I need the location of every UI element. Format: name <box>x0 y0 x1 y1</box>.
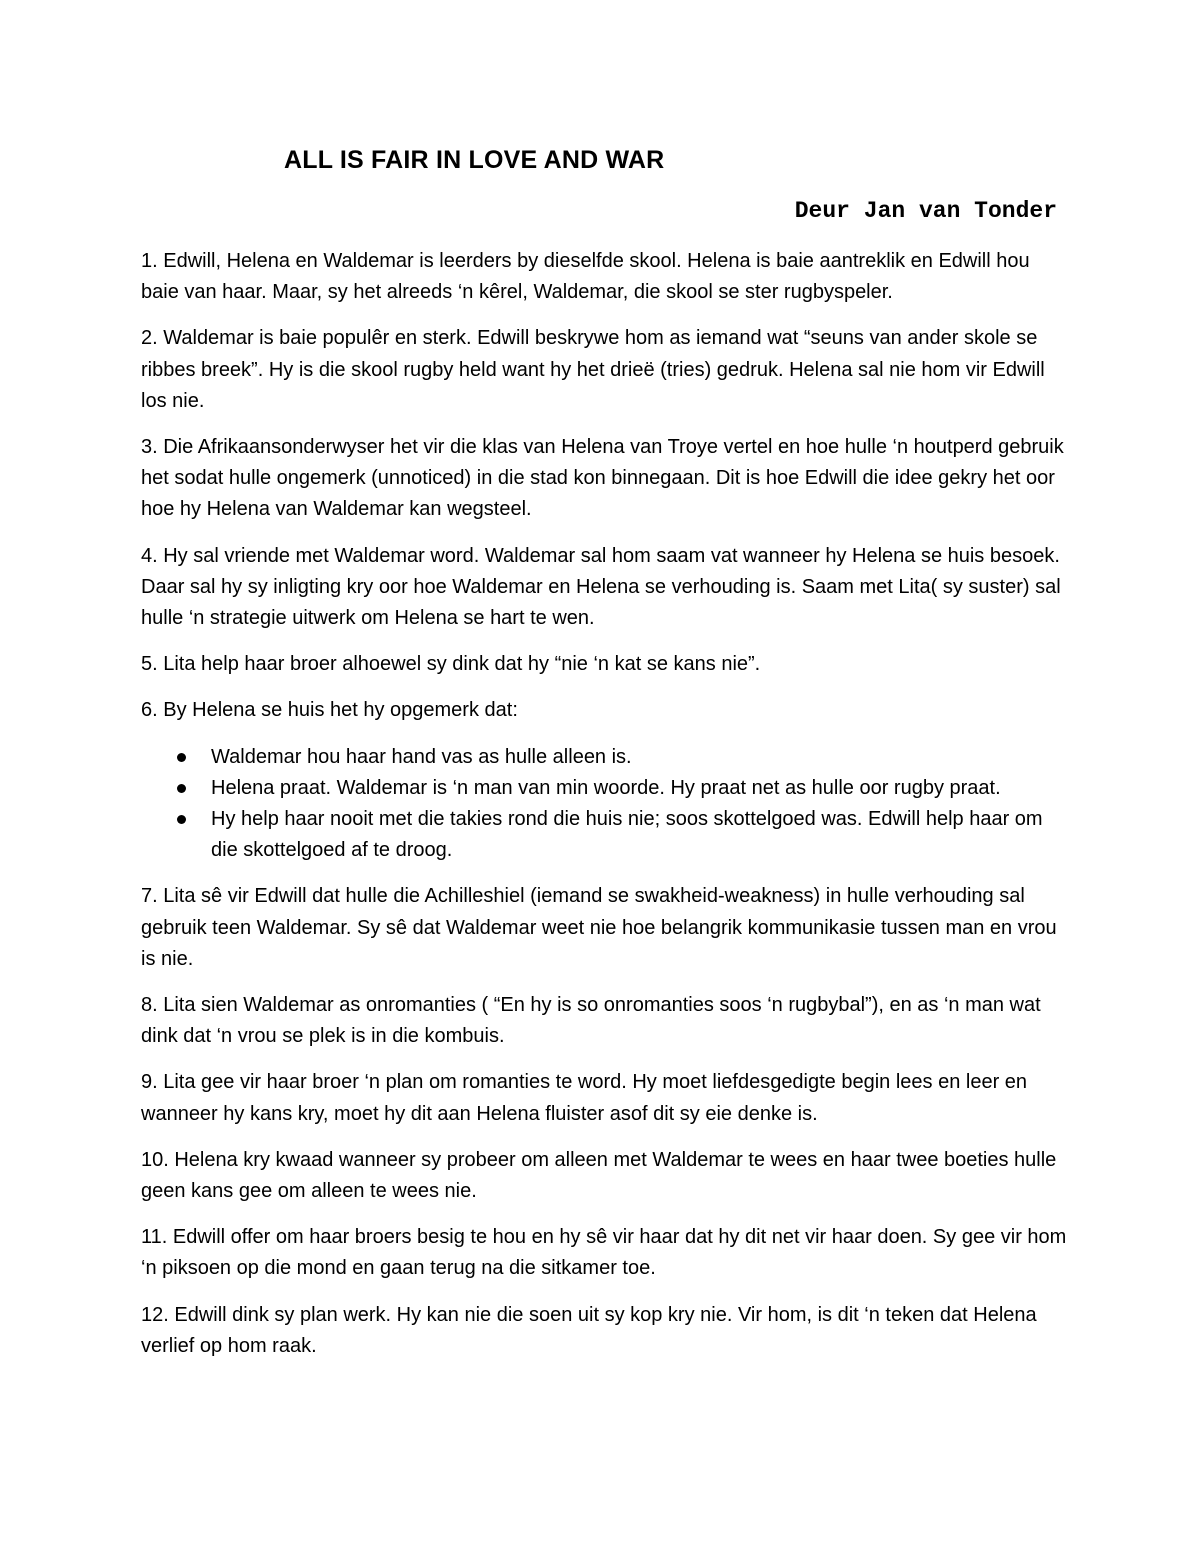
paragraph: 5. Lita help haar broer alhoewel sy dink dat hy “nie ‘n kat se kans nie”. <box>141 653 761 676</box>
paragraph: 9. Lita gee vir haar broer ‘n plan om romanties te word. Hy moet liefdesgedigte begin lees en leer en wanneer hy kans kry, moet hy dit aan Helena fluister asof dit sy eie denke is. <box>141 1071 1028 1125</box>
bullet-item <box>211 742 1071 773</box>
document-title: ALL IS FAIR IN LOVE AND WAR <box>284 146 665 174</box>
paragraph: 1. Edwill, Helena en Waldemar is leerders by dieselfde skool. Helena is baie aantreklik en Edwill hou baie van haar. Maar, sy het alreeds ‘n kêrel, Waldemar, die skool se ster rugbyspeler. <box>141 250 1030 304</box>
paragraph: 10. Helena kry kwaad wanneer sy probeer om alleen met Waldemar te wees en haar twee boeties hulle geen kans gee om alleen te wees nie. <box>141 1148 1057 1203</box>
bullet-dot-icon <box>177 815 186 824</box>
bullet-text: Hy help haar nooit met die takies rond die huis nie; soos skottelgoed was. Edwill help haar om die skottelgoed af te droog. <box>211 808 1043 862</box>
paragraph: 4. Hy sal vriende met Waldemar word. Waldemar sal hom saam vat wanneer hy Helena se huis besoek. Daar sal hy sy inligting kry oor hoe Waldemar en Helena se verhouding is. Saam met Lita( sy suster) sal hulle ‘n strategie uitwerk om Helena se hart te wen. <box>141 544 1061 630</box>
author-byline: Deur Jan van Tonder <box>794 198 1057 224</box>
paragraph: 12. Edwill dink sy plan werk. Hy kan nie die soen uit sy kop kry nie. Vir hom, is dit ‘n teken dat Helena verlief op hom raak. <box>141 1303 1037 1357</box>
bullet-list <box>141 742 1071 867</box>
bullet-text: Waldemar hou haar hand vas as hulle alleen is. <box>211 745 632 768</box>
bullet-item <box>211 773 1071 804</box>
paragraph: 2. Waldemar is baie populêr en sterk. Edwill beskrywe hom as iemand wat “seuns van ander skole se ribbes breek”. Hy is die skool rugby held want hy het drieë (tries) gedruk. Helena sal nie hom vir Edwill los nie. <box>141 327 1045 412</box>
document-body <box>141 246 1071 1377</box>
paragraph: 7. Lita sê vir Edwill dat hulle die Achilleshiel (iemand se swakheid-weakness) in hulle verhouding sal gebruik teen Waldemar. Sy sê dat Waldemar weet nie hoe belangrik kommunikasie tussen man en vrou is nie. <box>141 885 1057 970</box>
bullet-dot-icon <box>177 784 186 793</box>
paragraph: 6. By Helena se huis het hy opgemerk dat: <box>141 699 518 722</box>
bullet-text: Helena praat. Waldemar is ‘n man van min woorde. Hy praat net as hulle oor rugby praat. <box>211 776 1001 799</box>
bullet-dot-icon <box>177 753 186 762</box>
paragraph: 8. Lita sien Waldemar as onromanties ( “En hy is so onromanties soos ‘n rugbybal”), en as ‘n man wat dink dat ‘n vrou se plek is in die kombuis. <box>141 994 1041 1048</box>
paragraph: 3. Die Afrikaansonderwyser het vir die klas van Helena van Troye vertel en hoe hulle ‘n houtperd gebruik het sodat hulle ongemerk (unnoticed) in die stad kon binnegaan. Dit is hoe Edwill die idee gekry het oor hoe hy Helena van Waldemar kan wegsteel. <box>141 436 1064 521</box>
paragraph: 11. Edwill offer om haar broers besig te hou en hy sê vir haar dat hy dit net vir haar doen. Sy gee vir hom ‘n piksoen op die mond en gaan terug na die sitkamer toe. <box>141 1226 1067 1280</box>
bullet-item <box>211 804 1071 866</box>
